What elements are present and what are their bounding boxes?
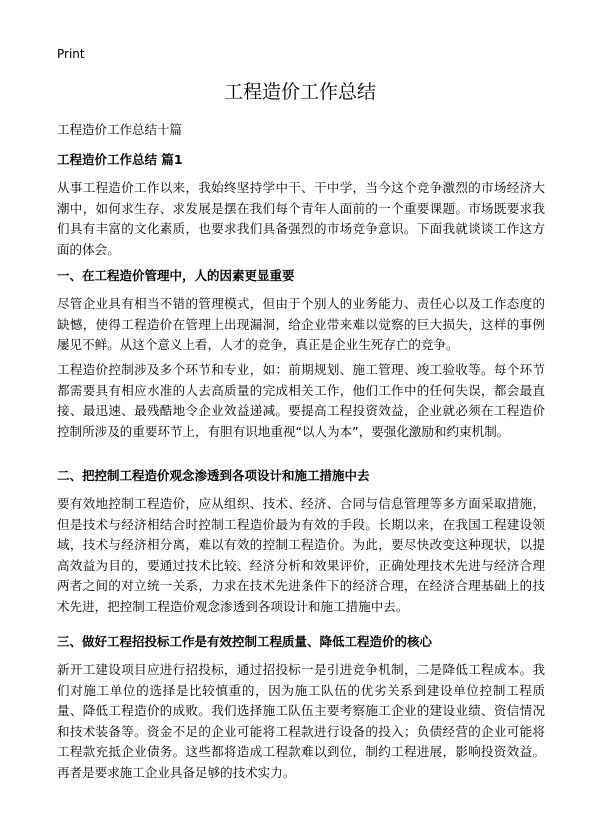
intro-paragraph: 从事工程造价工作以来，我始终坚持学中干、干中学，当今这个竞争激烈的市场经济大潮中，如何求生存、求发展是摆在我们每个青年人面前的一个重要课题。市场既要求我们具有丰富的文化素质，也要求我们具备强烈的市场竞争意识。下面我就谈谈工作这方面的体会。 xyxy=(57,180,545,257)
section-1-paragraph-1: 尽管企业具有相当不错的管理模式，但由于个别人的业务能力、责任心以及工作态度的缺憾，使得工程造价在管理上出现漏洞，给企业带来难以觉察的巨大损失，这样的事例屡见不鲜。从这个意义上看，人才的竞争，真正是企业生死存亡的竞争。 xyxy=(57,296,545,352)
section-2-heading: 二、把控制工程造价观念渗透到各项设计和施工措施中去 xyxy=(57,468,370,483)
section-1-heading: 一、在工程造价管理中，人的因素更显重要 xyxy=(57,268,295,283)
document-subtitle: 工程造价工作总结十篇 xyxy=(57,122,183,137)
print-link[interactable]: Print xyxy=(57,47,85,61)
section-3-heading: 三、做好工程招投标工作是有效控制工程质量、降低工程造价的核心 xyxy=(57,634,433,649)
article-heading: 工程造价工作总结 篇1 xyxy=(57,152,183,167)
section-3-paragraph-1: 新开工建设项目应进行招投标，通过招投标一是引进竞争机制，二是降低工程成本。我们对施工单位的选择是比较慎重的，因为施工队伍的优劣关系到建设单位控制工程质量、降低工程造价的成败。我们选择施工队伍主要考察施工企业的建设业绩、资信情况和技术装备等。资金不足的企业可能将工程款进行设备的投入；负债经营的企业可能将工程款充抵企业债务。这些都将造成工程款难以到位，制约工程进展，影响投资效益。再者是要求施工企业具备足够的技术实力。 xyxy=(57,662,545,780)
section-1-paragraph-2: 工程造价控制涉及多个环节和专业，如：前期规划、施工管理、竣工验收等。每个环节都需要具有相应水准的人去高质量的完成相关工作，他们工作中的任何失误，都会最直接、最迅速、最残酷地令企业效益递减。要提高工程投资效益，企业就必须在工程造价控制所涉及的重要环节上，有胆有识地重视“以人为本”，要强化激励和约束机制。 xyxy=(57,362,545,439)
page-title: 工程造价工作总结 xyxy=(223,81,376,103)
section-2-paragraph-1: 要有效地控制工程造价，应从组织、技术、经济、合同与信息管理等多方面采取措施，但是技术与经济相结合时控制工程造价最为有效的手段。长期以来，在我国工程建设领域，技术与经济相分离，难以有效的控制工程造价。为此，要尽快改变这种现状，以提高效益为目的，要通过技术比较、经济分析和效果评价，正确处理技术先进与经济合理两者之间的对立统一关系，力求在技术先进条件下的经济合理，在经济合理基础上的技术先进，把控制工程造价观念渗透到各项设计和施工措施中去。 xyxy=(57,496,545,614)
